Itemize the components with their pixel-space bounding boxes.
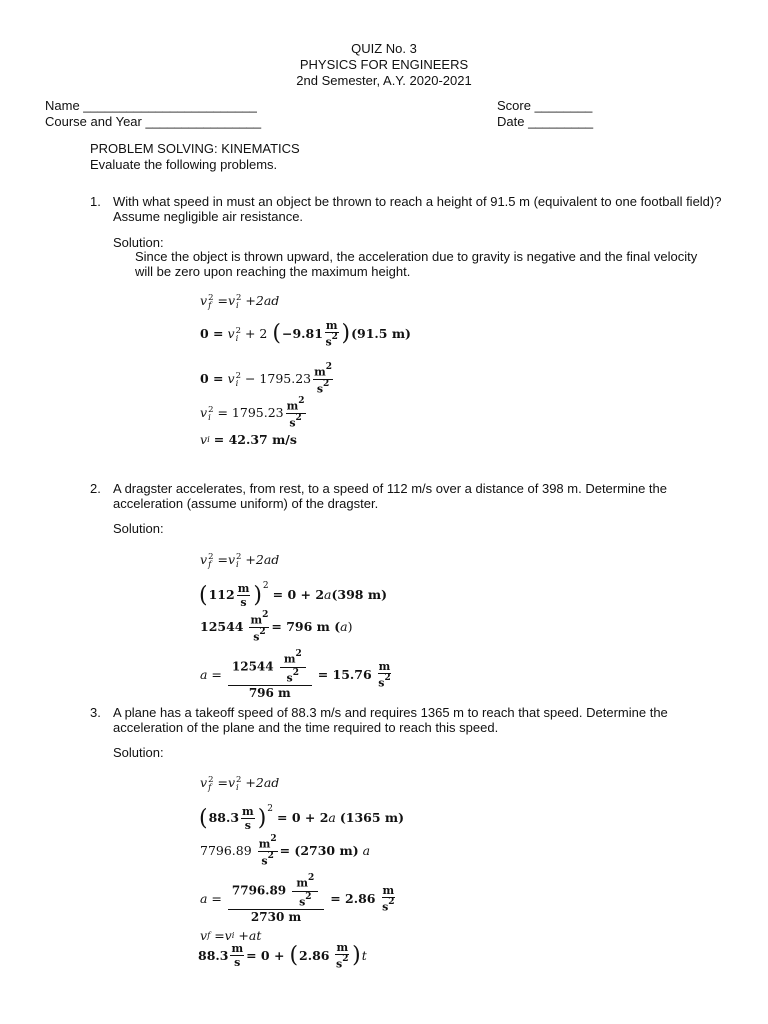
section-title: PROBLEM SOLVING: KINEMATICS: [90, 141, 300, 156]
p1-eq-1: v 2 f = v 2 i + 2ad: [200, 292, 280, 311]
date-field[interactable]: Date _________: [497, 114, 594, 129]
problem-1-solution-label: Solution:: [113, 235, 164, 250]
score-field[interactable]: Score ________: [497, 98, 593, 113]
course-year-field[interactable]: Course and Year ________________: [45, 114, 262, 129]
problem-3-number: 3.: [90, 705, 101, 720]
problem-2-solution-label: Solution:: [113, 521, 164, 536]
p1-eq-4: v 2 i = 1795.23 $\frac{m^2}{s^2}$: [200, 396, 305, 430]
p2-eq-3: 12544 $\frac{m^2}{s^2}$ = 796 m ( a ): [200, 610, 353, 644]
problem-1-explanation: Since the object is thrown upward, the acceleration due to gravity is negative and the final velocity will be zero upon reaching the maximum height.: [135, 249, 698, 279]
p2-eq-1: v 2 f = v 2 i + 2ad: [200, 551, 280, 570]
p2-eq-4: a = 12544 $\frac{m^2}{s^2}$ 796 m = 15.76 $\frac{m}{s^2}$: [200, 649, 391, 701]
p2-eq-2: ( 112 $\frac{m}{s}$ ) 2 = 0 + 2 a (398 m): [199, 581, 387, 609]
problem-2-number: 2.: [90, 481, 101, 496]
p3-eq-5: v f = v i + at: [200, 928, 262, 943]
p3-eq-2: ( 88.3 $\frac{m}{s}$ ) 2 = 0 + 2 a (1365 m): [199, 804, 405, 832]
quiz-title: QUIZ No. 3: [351, 41, 417, 56]
p3-eq-3: 7796.89 $\frac{m^2}{s^2}$ = (2730 m) a: [200, 834, 371, 868]
p1-eq-5: v i = 42.37 m/s: [200, 432, 297, 447]
p3-eq-1: v 2 f = v 2 i + 2ad: [200, 774, 280, 793]
problem-3-solution-label: Solution:: [113, 745, 164, 760]
problem-1-text: With what speed in must an object be thrown to reach a height of 91.5 m (equivalent to one football field)? Assume negligible air resistance.: [113, 194, 722, 224]
name-field[interactable]: Name ________________________: [45, 98, 257, 113]
p3-eq-4: a = 7796.89 $\frac{m^2}{s^2}$ 2730 m = 2.86 $\frac{m}{s^2}$: [200, 873, 395, 925]
problem-1-number: 1.: [90, 194, 101, 209]
p1-eq-3: 0 = v 2 i − 1795.23 $\frac{m^2}{s^2}$: [200, 362, 333, 396]
problem-3-text: A plane has a takeoff speed of 88.3 m/s and requires 1365 m to reach that speed. Determine the acceleration of the plane and the time required to reach this speed.: [113, 705, 668, 735]
p1-eq-2: 0 = v 2 i + 2 ( −9.81 $\frac{m}{s^2}$ ) (91.5 m): [200, 319, 411, 349]
problem-2-text: A dragster accelerates, from rest, to a speed of 112 m/s over a distance of 398 m. Determine the acceleration (assume uniform) of the dragster.: [113, 481, 667, 511]
semester-line: 2nd Semester, A.Y. 2020-2021: [296, 73, 472, 88]
p3-eq-6: 88.3 $\frac{m}{s}$ = 0 + ( 2.86 $\frac{m}{s^2}$ ) t: [198, 941, 367, 971]
course-title: PHYSICS FOR ENGINEERS: [299, 57, 469, 72]
section-instruction: Evaluate the following problems.: [90, 157, 278, 172]
